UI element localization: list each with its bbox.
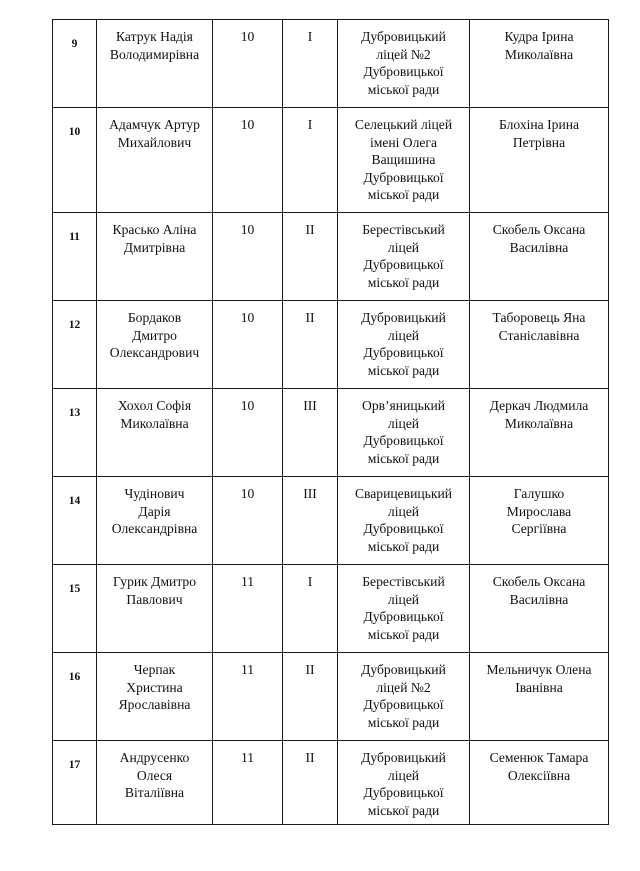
teacher: Деркач Людмила Миколаївна (470, 389, 609, 477)
place: I (283, 565, 338, 653)
grade: 11 (213, 741, 283, 825)
school: Берестівський ліцей Дубровицької міської ради (338, 565, 470, 653)
table-row (53, 653, 609, 741)
student-name: Андрусенко Олеся Віталіївна (97, 741, 213, 825)
teacher: Семенюк Тамара Олексіївна (470, 741, 609, 825)
school: Орв’яницький ліцей Дубровицької міської ради (338, 389, 470, 477)
grade: 10 (213, 20, 283, 108)
student-name: Гурик Дмитро Павлович (97, 565, 213, 653)
table-row (53, 565, 609, 653)
place: III (283, 389, 338, 477)
student-name: Хохол Софія Миколаївна (97, 389, 213, 477)
student-name: Красько Аліна Дмитрівна (97, 213, 213, 301)
table-row (53, 213, 609, 301)
row-number: 12 (53, 301, 97, 389)
place: II (283, 653, 338, 741)
school: Берестівський ліцей Дубровицької міської ради (338, 213, 470, 301)
grade: 10 (213, 213, 283, 301)
table-row (53, 301, 609, 389)
row-number: 11 (53, 213, 97, 301)
teacher: Галушко Мирослава Сергіївна (470, 477, 609, 565)
place: I (283, 20, 338, 108)
row-number: 9 (53, 20, 97, 108)
student-name: Катрук Надія Володимирівна (97, 20, 213, 108)
student-name: Бордаков Дмитро Олександрович (97, 301, 213, 389)
row-number: 10 (53, 108, 97, 213)
row-number: 14 (53, 477, 97, 565)
place: II (283, 213, 338, 301)
grade: 10 (213, 301, 283, 389)
student-name: Адамчук Артур Михайлович (97, 108, 213, 213)
school: Сварицевицький ліцей Дубровицької міської ради (338, 477, 470, 565)
row-number: 17 (53, 741, 97, 825)
grade: 11 (213, 565, 283, 653)
school: Дубровицький ліцей Дубровицької міської ради (338, 301, 470, 389)
row-number: 16 (53, 653, 97, 741)
grade: 10 (213, 108, 283, 213)
table-row (53, 20, 609, 108)
school: Дубровицький ліцей №2 Дубровицької міської ради (338, 653, 470, 741)
teacher: Скобель Оксана Василівна (470, 565, 609, 653)
table-row (53, 741, 609, 825)
row-number: 13 (53, 389, 97, 477)
teacher: Таборовець Яна Станіславівна (470, 301, 609, 389)
place: III (283, 477, 338, 565)
student-name: Черпак Христина Ярославівна (97, 653, 213, 741)
table-row (53, 477, 609, 565)
place: II (283, 741, 338, 825)
grade: 10 (213, 477, 283, 565)
school: Дубровицький ліцей №2 Дубровицької міської ради (338, 20, 470, 108)
teacher: Блохіна Ірина Петрівна (470, 108, 609, 213)
table-row (53, 389, 609, 477)
place: II (283, 301, 338, 389)
teacher: Мельничук Олена Іванівна (470, 653, 609, 741)
grade: 11 (213, 653, 283, 741)
school: Селецький ліцей імені Олега Ващишина Дубровицької міської ради (338, 108, 470, 213)
school: Дубровицький ліцей Дубровицької міської ради (338, 741, 470, 825)
teacher: Скобель Оксана Василівна (470, 213, 609, 301)
grade: 10 (213, 389, 283, 477)
teacher: Кудра Ірина Миколаївна (470, 20, 609, 108)
place: I (283, 108, 338, 213)
table-row (53, 108, 609, 213)
student-name: Чудінович Дарія Олександрівна (97, 477, 213, 565)
row-number: 15 (53, 565, 97, 653)
results-table (52, 19, 609, 825)
